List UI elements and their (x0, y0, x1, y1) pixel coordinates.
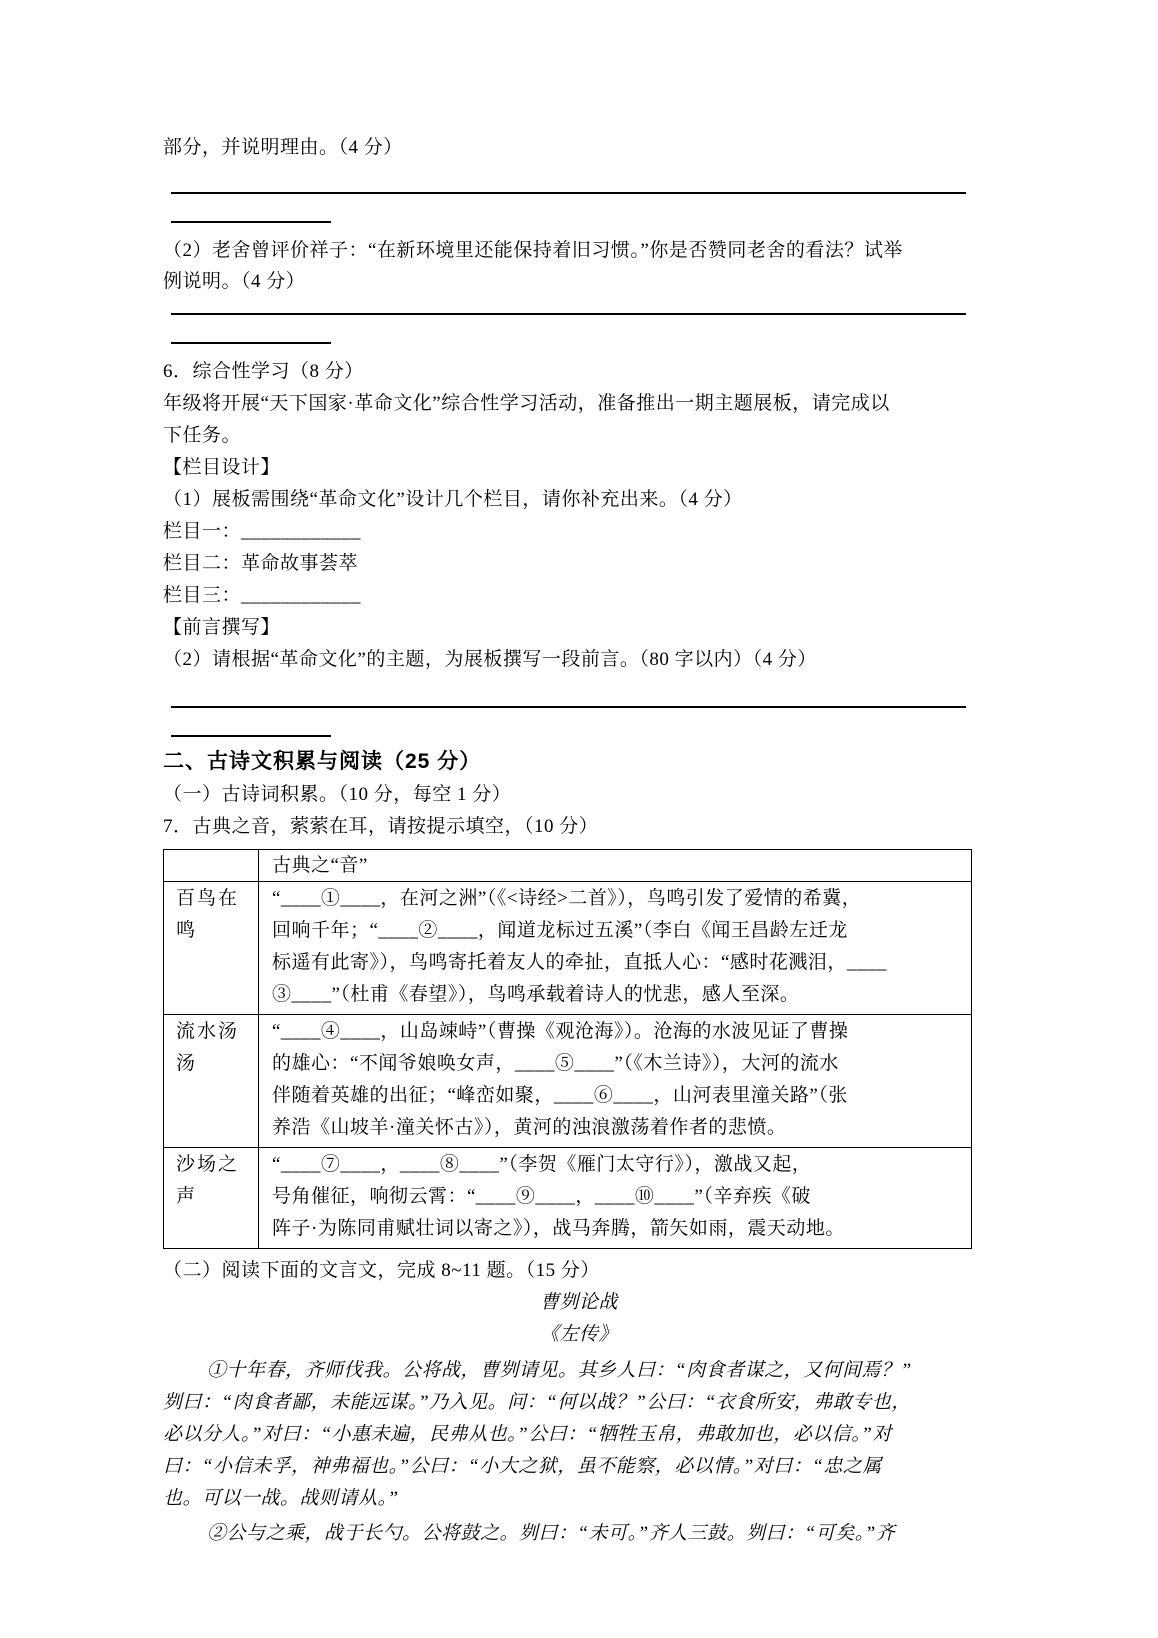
row-line: 阵子·为陈同甫赋壮词以寄之》），战马奔腾，箭矢如雨，震天动地。 (272, 1218, 845, 1239)
passage-title: 曹刿论战 (539, 1292, 618, 1313)
q6-task2: （2）请根据“革命文化”的主题，为展板撰写一段前言。（80 字以内）（4 分） (163, 649, 817, 670)
passage-line: ②公与之乘，战于长勺。公将鼓之。刿曰：“未可。”齐人三鼓。刿曰：“可矣。”齐 (207, 1523, 896, 1544)
q6-task1: （1）展板需围绕“革命文化”设计几个栏目，请你补充出来。（4 分） (163, 489, 743, 510)
q5-sub2-line2: 例说明。（4 分） (163, 271, 306, 292)
q6-column2: 栏目二：革命故事荟萃 (163, 553, 359, 574)
q7-title: 7．古典之音，萦萦在耳，请按提示填空，（10 分） (163, 816, 599, 837)
q6-intro-line2: 下任务。 (163, 425, 242, 446)
q6-column-design-header: 【栏目设计】 (163, 457, 281, 478)
q6-preface-header: 【前言撰写】 (163, 617, 281, 638)
row-line: 标遥有此寄》），鸟鸣寄托着友人的牵扯，直抵人心：“感时花溅泪，____ (272, 952, 887, 973)
q6-intro-line1: 年级将开展“天下国家·革命文化”综合性学习活动，准备推出一期主题展板，请完成以 (163, 393, 890, 414)
answer-line-short (171, 342, 331, 344)
answer-line-full (171, 313, 966, 315)
section2-sub1: （一）古诗词积累。（10 分，每空 1 分） (163, 784, 512, 805)
q5-sub2-line1: （2）老舍曾评价祥子：“在新环境里还能保持着旧习惯。”你是否赞同老舍的看法？试举 (163, 240, 903, 261)
answer-line-full (171, 706, 966, 708)
passage-line: 也。可以一战。战则请从。” (163, 1488, 399, 1509)
q6-column3-blank: 栏目三：____________ (163, 585, 362, 606)
passage-source: 《左传》 (539, 1324, 618, 1345)
table-header-label-cell (164, 850, 259, 881)
row-line: 回响千年；“____②____，闻道龙标过五溪”（李白《闻王昌龄左迁龙 (272, 920, 848, 941)
row-line: 的雄心：“不闻爷娘唤女声，____⑤____”（《木兰诗》），大河的流水 (272, 1053, 839, 1074)
q6-column1-blank: 栏目一：____________ (163, 521, 362, 542)
table-row (164, 1014, 971, 1147)
row-line: ③____”（杜甫《春望》），鸟鸣承载着诗人的忧悲，感人至深。 (272, 984, 800, 1005)
section2-sub2: （二）阅读下面的文言文，完成 8~11 题。（15 分） (163, 1260, 600, 1281)
table-row (164, 1147, 971, 1248)
passage-paragraph-2 (163, 1518, 995, 1550)
q7-table (163, 849, 972, 1249)
passage-line: ①十年春，齐师伐我。公将战，曹刿请见。其乡人曰：“肉食者谋之，又何间焉？” (207, 1360, 912, 1381)
row-label: 沙场之声 (164, 1148, 259, 1248)
passage-paragraph-1 (163, 1355, 995, 1515)
row-line: 号角催征，响彻云霄：“____⑨____，____⑩____”（辛弃疾《破 (272, 1186, 811, 1207)
table-row (164, 881, 971, 1014)
row-line: 养浩《山坡羊·潼关怀古》），黄河的浊浪激荡着作者的悲愤。 (272, 1117, 787, 1138)
row-line: “____④____，山岛竦峙”（曹操《观沧海》）。沧海的水波见证了曹操 (272, 1021, 849, 1042)
table-header-row (164, 850, 971, 881)
answer-line-short (171, 221, 331, 223)
q5-tail-text: 部分，并说明理由。（4 分） (163, 137, 403, 158)
table-header-title: 古典之“音” (272, 855, 368, 876)
row-label: 百鸟在鸣 (164, 882, 259, 1014)
section2-title: 二、古诗文积累与阅读（25 分） (163, 750, 482, 773)
answer-line-short (171, 735, 331, 737)
row-label: 流水汤汤 (164, 1015, 259, 1147)
passage-line: 曰：“小信未孚，神弗福也。”公曰：“小大之狱，虽不能察，必以情。”对曰：“忠之属 (163, 1456, 882, 1477)
q6-title: 6．综合性学习（8 分） (163, 361, 364, 382)
answer-line-full (171, 192, 966, 194)
passage-line: 必以分人。”对曰：“小惠未遍，民弗从也。”公曰：“牺牲玉帛，弗敢加也，必以信。”对 (163, 1424, 892, 1445)
passage-line: 刿曰：“肉食者鄙，未能远谋。”乃入见。问：“何以战？”公曰：“衣食所安，弗敢专也， (163, 1392, 911, 1413)
row-line: “____⑦____，____⑧____”（李贺《雁门太守行》），激战又起， (272, 1154, 812, 1175)
row-line: 伴随着英雄的出征；“峰峦如聚，____⑥____，山河表里潼关路”（张 (272, 1085, 848, 1106)
row-line: “____①____，在河之洲”（《<诗经>二首》），鸟鸣引发了爱情的希冀， (272, 888, 862, 909)
